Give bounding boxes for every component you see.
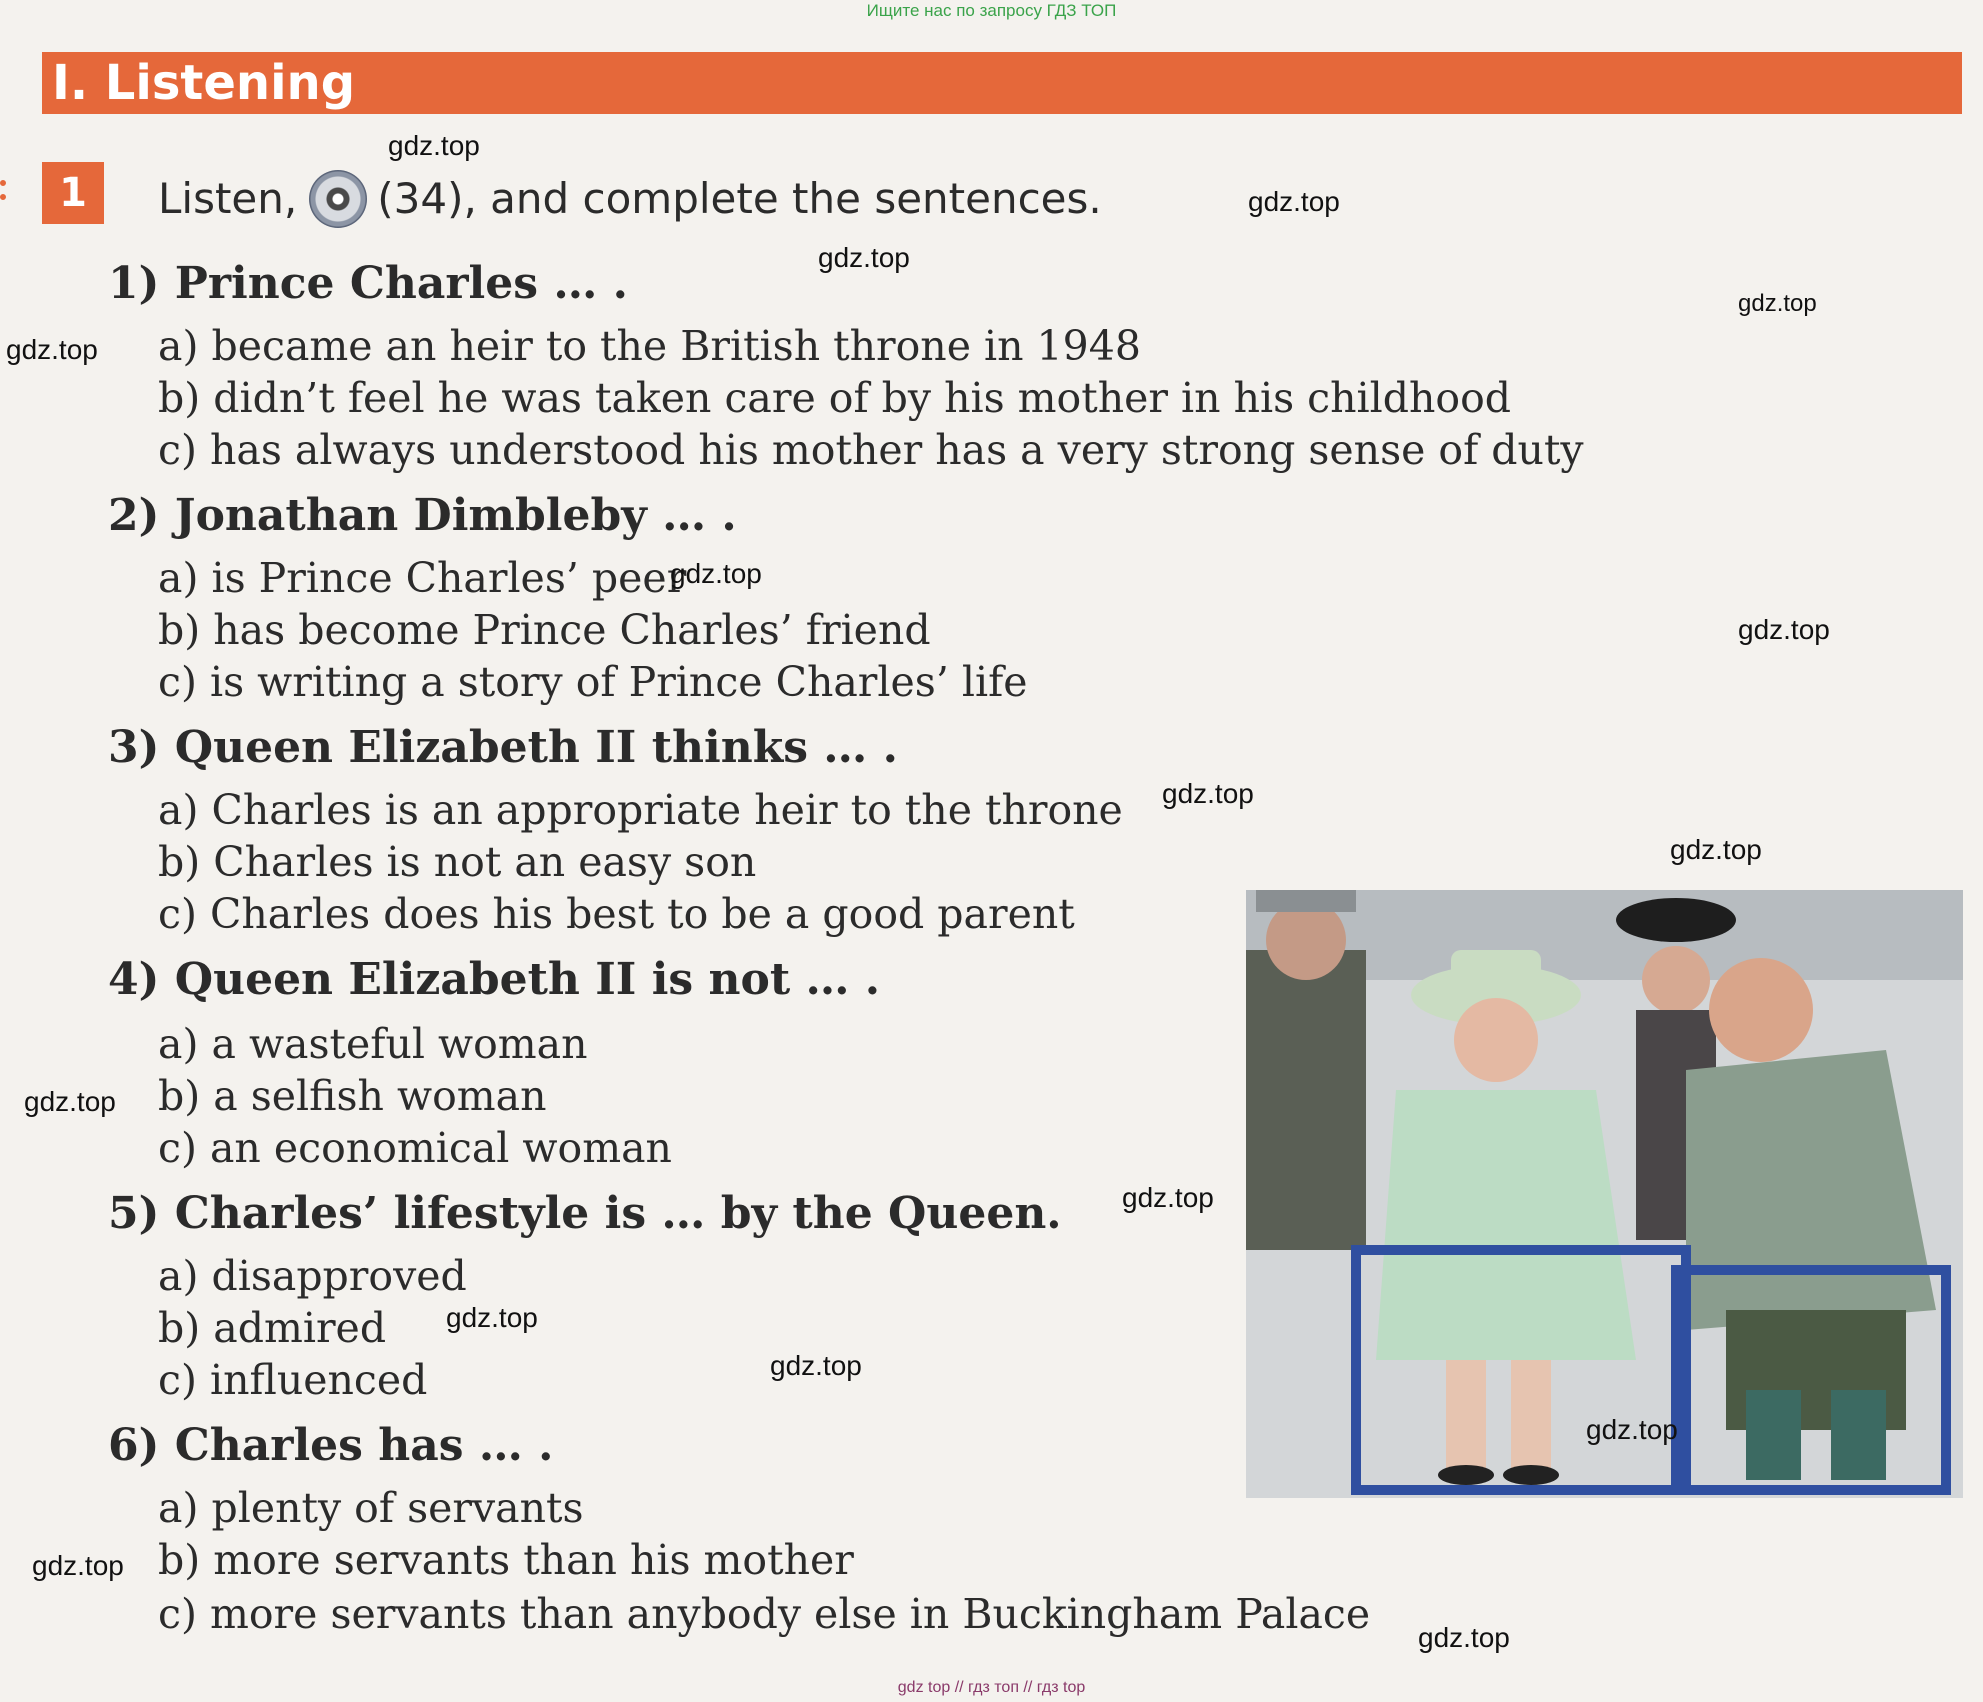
question-5-option-b: b) admired	[158, 1304, 387, 1352]
watermark: gdz.top	[6, 334, 98, 365]
question-6-option-c: c) more servants than anybody else in Buckingham Palace	[158, 1590, 1371, 1638]
question-1: 1) Prince Charles … .	[108, 258, 628, 309]
watermark: gdz.top	[1122, 1182, 1214, 1213]
question-1-option-c: c) has always understood his mother has a very strong sense of duty	[158, 426, 1584, 474]
question-6: 6) Charles has … .	[108, 1420, 554, 1471]
question-2: 2) Jonathan Dimbleby … .	[108, 490, 737, 541]
instruction-text-start: Listen,	[158, 174, 298, 223]
watermark: gdz.top	[446, 1302, 538, 1333]
watermark: gdz.top	[1586, 1414, 1678, 1445]
question-1-option-b: b) didn’t feel he was taken care of by his mother in his childhood	[158, 374, 1512, 422]
question-6-option-a: a) plenty of servants	[158, 1484, 584, 1532]
watermark: gdz.top	[1738, 614, 1830, 645]
question-3: 3) Queen Elizabeth II thinks … .	[108, 722, 898, 773]
cd-disc-icon[interactable]	[309, 170, 367, 228]
watermark: gdz.top	[32, 1550, 124, 1581]
question-3-option-b: b) Charles is not an easy son	[158, 838, 757, 886]
photo-queen-and-prince	[1246, 890, 1963, 1498]
watermark: gdz.top	[1418, 1622, 1510, 1653]
question-2-option-b: b) has become Prince Charles’ friend	[158, 606, 931, 654]
question-4-option-c: c) an economical woman	[158, 1124, 672, 1172]
question-2-option-a: a) is Prince Charles’ peer	[158, 554, 687, 602]
margin-decoration	[0, 180, 20, 200]
question-5-option-a: a) disapproved	[158, 1252, 467, 1300]
section-title: I. Listening	[52, 55, 356, 111]
photo-illustration	[1246, 890, 1963, 1498]
exercise-number-badge: 1	[42, 162, 104, 224]
question-4-option-b: b) a selfish woman	[158, 1072, 547, 1120]
question-3-option-a: a) Charles is an appropriate heir to the throne	[158, 786, 1123, 834]
watermark: gdz.top	[24, 1086, 116, 1117]
watermark: gdz.top	[818, 242, 910, 273]
watermark: gdz.top	[1738, 290, 1817, 317]
question-1-option-a: a) became an heir to the British throne in 1948	[158, 322, 1141, 370]
watermark: gdz.top	[1670, 834, 1762, 865]
question-2-option-c: c) is writing a story of Prince Charles’ life	[158, 658, 1028, 706]
watermark: gdz.top	[770, 1350, 862, 1381]
question-4: 4) Queen Elizabeth II is not … .	[108, 954, 881, 1005]
exercise-instruction	[158, 170, 1102, 228]
question-5-option-c: c) influenced	[158, 1356, 428, 1404]
question-5: 5) Charles’ lifestyle is … by the Queen.	[108, 1188, 1062, 1239]
bottom-banner-note[interactable]: gdz top // гдз топ // гдз top	[897, 1679, 1086, 1696]
watermark: gdz.top	[670, 558, 762, 589]
question-3-option-c: c) Charles does his best to be a good parent	[158, 890, 1075, 938]
question-6-option-b: b) more servants than his mother	[158, 1536, 854, 1584]
question-4-option-a: a) a wasteful woman	[158, 1020, 588, 1068]
instruction-text-end: (34), and complete the sentences.	[377, 174, 1102, 223]
watermark: gdz.top	[1162, 778, 1254, 809]
watermark: gdz.top	[388, 130, 480, 161]
top-banner-note[interactable]: Ищите нас по запросу ГДЗ ТОП	[866, 1, 1117, 20]
watermark: gdz.top	[1248, 186, 1340, 217]
